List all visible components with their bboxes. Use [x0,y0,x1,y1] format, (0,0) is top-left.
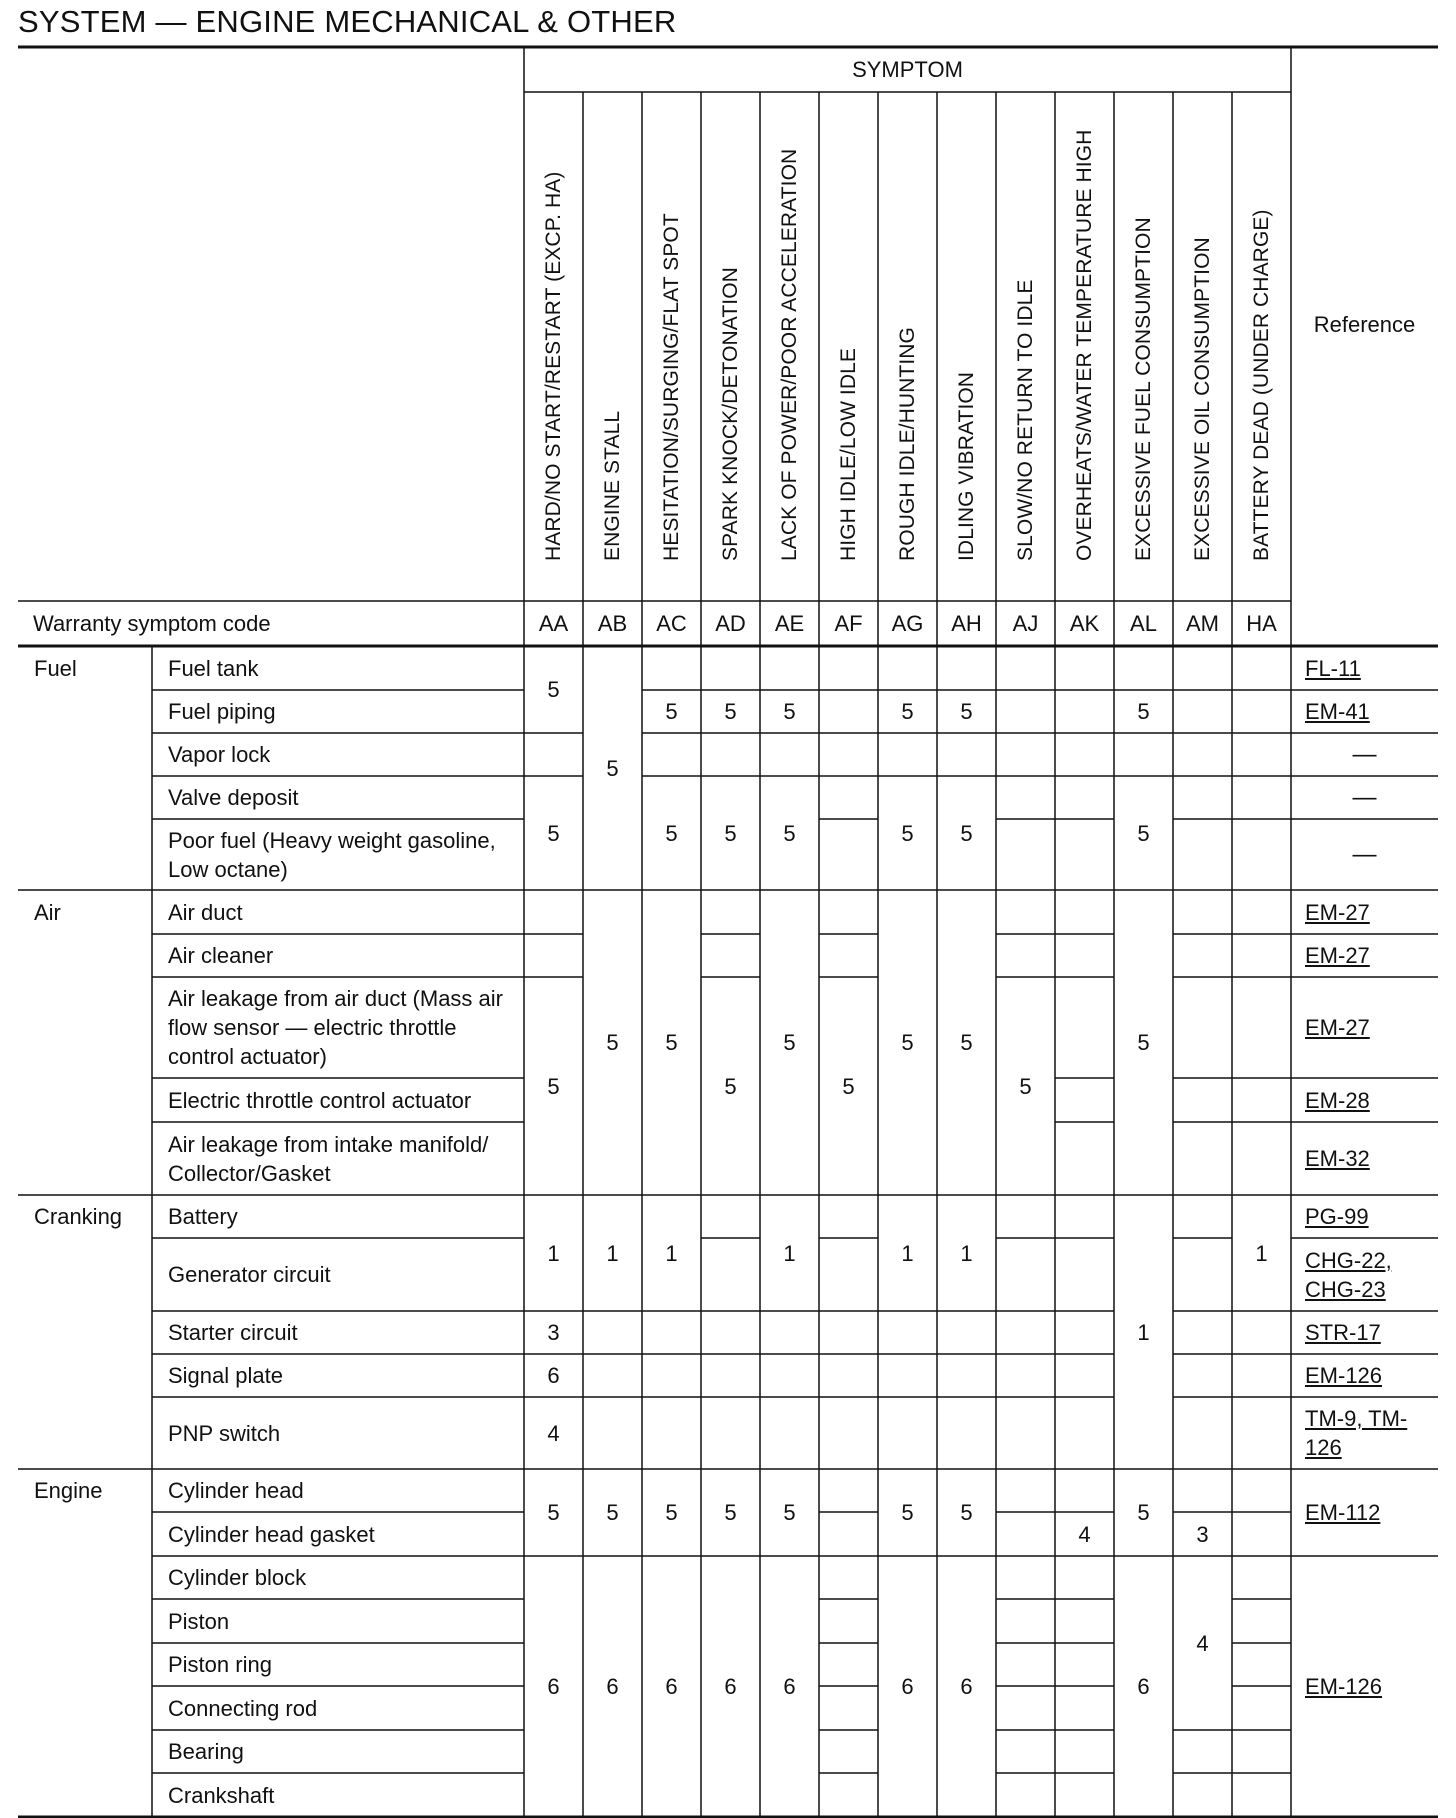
symptom-value: 6 [724,1674,737,1699]
reference-link[interactable] [1291,646,1438,690]
item-label: Crankshaft [168,1782,275,1808]
symptom-value: 5 [547,1073,560,1099]
reference-text[interactable]: CHG-22, CHG-23 [1305,1247,1392,1302]
symptom-value: 1 [547,1240,560,1266]
symptom-column-header [937,92,996,601]
reference-link[interactable] [1291,1238,1438,1311]
symptom-value: 1 [606,1240,619,1266]
reference-text[interactable]: EM-27 [1305,943,1370,968]
symptom-value: 6 [1137,1674,1150,1699]
symptom-name: LACK OF POWER/POOR ACCELERATION [777,148,801,561]
symptom-value: 5 [665,699,678,724]
symptom-column-header [760,92,819,601]
symptom-value: 5 [606,1030,619,1055]
symptom-name: BATTERY DEAD (UNDER CHARGE) [1249,209,1273,561]
symptom-column-header [642,92,701,601]
item-label: Air leakage from air duct (Mass air flow sensor — electric throttle control actuator) [168,986,503,1069]
item-label: Valve deposit [168,785,299,810]
symptom-value: 5 [665,1030,678,1055]
symptom-value: 6 [960,1674,973,1699]
reference-link[interactable] [1291,1469,1438,1556]
symptom-column-header [524,92,583,601]
group-label: Fuel [34,655,77,681]
symptom-name: EXCESSIVE OIL CONSUMPTION [1190,237,1214,561]
reference-dash: — [1352,841,1377,868]
symptom-value: 4 [1078,1521,1091,1547]
item-label: Air leakage from intake manifold/ Collector/Gasket [168,1131,489,1186]
symptom-value: 1 [1255,1240,1268,1266]
symptom-code: AH [951,611,982,636]
reference-text[interactable]: EM-41 [1305,699,1370,724]
symptom-value: 6 [547,1674,560,1699]
symptom-column-header [1173,92,1232,601]
symptom-value: 5 [547,820,560,846]
item-label: Cylinder head [168,1478,304,1503]
reference-dash: — [1352,741,1377,768]
reference-text[interactable]: EM-126 [1305,1674,1383,1699]
symptom-value: 5 [724,1500,737,1525]
item-label: Signal plate [168,1363,283,1388]
symptom-value: 5 [783,699,796,724]
symptom-value: 1 [960,1240,973,1266]
symptom-name: HESITATION/SURGING/FLAT SPOT [659,213,683,561]
item-label: Bearing [168,1739,244,1764]
symptom-code: AK [1069,611,1100,636]
symptom-code: AA [538,611,569,636]
symptom-value: 6 [606,1674,619,1699]
reference-link [1291,733,1438,776]
reference-link[interactable] [1291,1122,1438,1195]
symptom-name: ROUGH IDLE/HUNTING [895,327,919,561]
symptom-value: 5 [547,1500,560,1525]
symptom-name: EXCESSIVE FUEL CONSUMPTION [1131,217,1155,561]
symptom-value: 5 [960,1500,973,1525]
symptom-value: 3 [547,1320,560,1345]
reference-link [1291,776,1438,819]
symptom-name: HIGH IDLE/LOW IDLE [836,347,860,561]
reference-text[interactable]: EM-32 [1305,1146,1370,1171]
symptom-code: AE [774,611,805,636]
symptom-value: 1 [1137,1319,1150,1345]
symptom-column-header [1232,92,1291,601]
symptom-value: 5 [724,820,737,846]
symptom-header: SYMPTOM [852,57,963,82]
reference-text[interactable]: FL-11 [1305,655,1361,681]
group-label: Air [34,899,61,925]
group-label: Engine [34,1478,103,1503]
item-label: PNP switch [168,1420,281,1446]
symptom-value: 1 [901,1240,914,1266]
symptom-column-header [1114,92,1173,601]
warranty-code-label: Warranty symptom code [33,611,271,636]
symptom-column-header [583,92,642,601]
symptom-column-header [996,92,1055,601]
symptom-value: 5 [1137,1500,1150,1525]
reference-text[interactable]: PG-99 [1305,1204,1369,1229]
symptom-value: 5 [1137,1030,1150,1055]
symptom-value: 5 [606,1500,619,1525]
symptom-name: SPARK KNOCK/DETONATION [718,267,742,561]
symptom-value: 5 [547,677,560,702]
reference-link[interactable] [1291,1311,1438,1354]
symptom-value: 5 [960,820,973,846]
symptom-value: 4 [547,1420,560,1446]
symptom-column-header [819,92,878,601]
symptom-column-header [701,92,760,601]
symptom-name: SLOW/NO RETURN TO IDLE [1013,279,1037,561]
reference-text[interactable]: EM-27 [1305,1015,1370,1040]
item-label: Starter circuit [168,1320,298,1345]
symptom-value: 6 [901,1674,914,1699]
item-label: Cylinder head gasket [168,1521,375,1547]
symptom-code: HA [1246,611,1277,636]
symptom-column-header [1055,92,1114,601]
item-label: Cylinder block [168,1565,307,1590]
symptom-value: 5 [901,820,914,846]
symptom-value: 5 [960,699,973,724]
symptom-column-header [878,92,937,601]
symptom-code: AJ [1012,611,1039,636]
symptom-value: 5 [1019,1073,1032,1099]
symptom-name: HARD/NO START/RESTART (EXCP. HA) [541,171,565,561]
symptom-value: 4 [1196,1630,1209,1656]
item-label: Fuel piping [168,699,276,724]
reference-link[interactable] [1291,1354,1438,1397]
symptom-value: 5 [606,755,619,781]
reference-link[interactable] [1291,1556,1438,1817]
reference-link[interactable] [1291,1195,1438,1238]
item-label: Air duct [168,899,243,925]
symptom-value: 5 [901,1030,914,1055]
symptom-value: 5 [724,699,737,724]
reference-text[interactable]: STR-17 [1305,1320,1381,1345]
reference-link[interactable] [1291,1397,1438,1469]
symptom-value: 5 [783,1030,796,1055]
item-label: Piston ring [168,1652,272,1677]
symptom-code: AL [1130,611,1157,636]
item-label: Vapor lock [168,742,271,767]
symptom-code: AF [834,611,863,636]
symptom-name: IDLING VIBRATION [954,371,978,561]
symptom-value: 1 [665,1240,678,1266]
reference-dash: — [1352,784,1377,811]
reference-link[interactable] [1291,890,1438,934]
symptom-value: 5 [665,820,678,846]
item-label: Fuel tank [168,655,259,681]
symptom-name: ENGINE STALL [600,410,624,561]
reference-link[interactable] [1291,977,1438,1078]
item-label: Piston [168,1608,230,1634]
symptom-value: 6 [783,1674,796,1699]
symptom-value: 5 [783,820,796,846]
symptom-code: AC [656,611,687,636]
reference-link [1291,819,1438,890]
symptom-code: AM [1186,611,1219,636]
reference-text[interactable]: EM-126 [1305,1363,1383,1388]
item-label: Poor fuel (Heavy weight gasoline, Low octane) [168,827,496,882]
symptom-code: AB [597,611,628,636]
symptom-value: 3 [1196,1521,1209,1547]
symptom-value: 5 [1137,820,1150,846]
symptom-name: OVERHEATS/WATER TEMPERATURE HIGH [1072,129,1096,561]
reference-link[interactable] [1291,1078,1438,1122]
reference-text[interactable]: TM-9, TM-126 [1305,1406,1408,1460]
reference-text[interactable]: EM-27 [1305,899,1370,925]
symptom-value: 5 [1137,699,1150,724]
symptom-value: 5 [960,1030,973,1055]
group-label: Cranking [34,1204,123,1229]
symptom-value: 1 [783,1240,796,1266]
reference-text[interactable]: EM-112 [1305,1500,1381,1525]
symptom-value: 6 [665,1674,678,1699]
reference-header: Reference [1313,311,1416,337]
item-label: Connecting rod [168,1695,318,1721]
reference-link[interactable] [1291,690,1438,733]
symptom-value: 5 [901,1500,914,1525]
symptom-value: 5 [665,1500,678,1525]
symptom-value: 5 [783,1500,796,1525]
item-label: Air cleaner [168,943,274,968]
item-label: Electric throttle control actuator [168,1087,472,1113]
symptom-code: AD [715,611,746,636]
page-title: SYSTEM — ENGINE MECHANICAL & OTHER [18,4,677,39]
symptom-code: AG [891,611,924,636]
item-label: Battery [168,1204,238,1229]
symptom-value: 6 [547,1363,560,1388]
reference-link[interactable] [1291,934,1438,977]
symptom-value: 5 [901,699,914,724]
item-label: Generator circuit [168,1262,331,1287]
symptom-value: 5 [724,1073,737,1099]
symptom-value: 5 [842,1073,855,1099]
reference-text[interactable]: EM-28 [1305,1087,1370,1113]
